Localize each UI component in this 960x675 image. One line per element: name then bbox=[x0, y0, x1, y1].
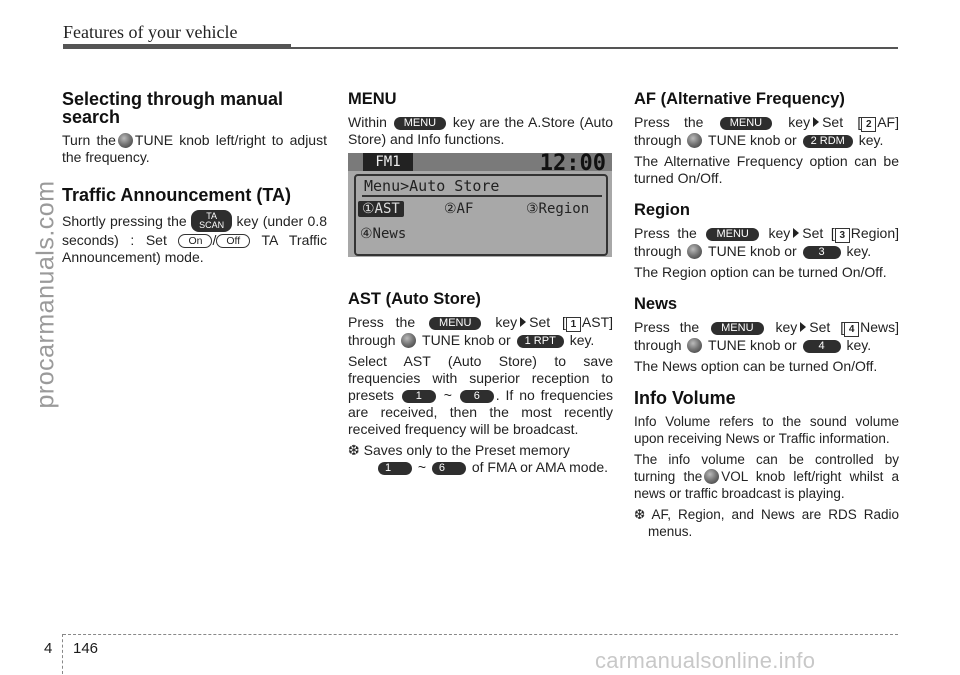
ast-instruction: Press the MENU key Set [ 1 AST] through TUNE knob or 1 RPT key. bbox=[348, 314, 614, 348]
section-title-af: AF (Alternative Frequency) bbox=[634, 90, 845, 108]
ta-scan-key-icon: TA SCAN bbox=[191, 210, 232, 232]
lcd-menu-path: Menu>Auto Store bbox=[364, 177, 500, 195]
off-key-icon: Off bbox=[216, 234, 250, 248]
page-number: 146 bbox=[73, 640, 99, 657]
lcd-item-ast: ①AST bbox=[358, 201, 404, 217]
lcd-clock: 12:00 bbox=[539, 151, 606, 176]
tune-knob-icon bbox=[118, 133, 133, 148]
menu-key-icon: MENU bbox=[429, 317, 481, 330]
key-3-icon: 3 bbox=[803, 246, 841, 259]
info-note: ❆ AF, Region, and News are RDS Radio menus. bbox=[634, 507, 899, 539]
ast-description: Select AST (Auto Store) to save frequencies with superior reception to presets 1 ~ 6 . If no frequencies are received, then the most recently received frequency will be broadcast. bbox=[348, 353, 614, 437]
header-rule-thick bbox=[63, 44, 291, 49]
ta-text: Shortly pressing the TA SCAN key (under 0.8 seconds) : Set On / Off TA Traffic Announcement) mode. bbox=[62, 211, 328, 265]
arrow-right-icon bbox=[520, 317, 526, 327]
column-2 bbox=[348, 90, 613, 152]
preset-1-key-icon: 1 bbox=[378, 462, 412, 475]
column-2-lower bbox=[348, 290, 613, 480]
radio-lcd-display bbox=[348, 153, 612, 257]
af-instruction: Press the MENU key Set [ 2 AF] through TUNE knob or 2 RDM key. bbox=[634, 114, 899, 148]
preset-6-key-icon: 6 bbox=[460, 390, 494, 403]
arrow-right-icon bbox=[800, 322, 806, 332]
news-instruction: Press the MENU key Set [ 4 News] through TUNE knob or 4 key. bbox=[634, 319, 899, 353]
footer-divider bbox=[62, 634, 63, 674]
preset-6-key-icon: 6 bbox=[432, 462, 466, 475]
key-1-rpt-icon: 1 RPT bbox=[517, 335, 564, 348]
page-header-title: Features of your vehicle bbox=[63, 22, 238, 42]
info-volume-description: Info Volume refers to the sound volume upon receiving News or Traffic information. bbox=[634, 414, 899, 446]
af-description: The Alternative Frequency option can be turned On/Off. bbox=[634, 153, 899, 186]
section-title-news: News bbox=[634, 295, 678, 313]
tune-knob-icon bbox=[687, 133, 702, 148]
region-description: The Region option can be turned On/Off. bbox=[634, 264, 887, 280]
info-volume-control: The info volume can be controlled by turning the VOL knob left/right whilst a news or traffic broadcast is playing. bbox=[634, 452, 900, 501]
footer-watermark: carmanualsonline.info bbox=[595, 648, 816, 673]
lcd-menu-frame bbox=[354, 174, 608, 256]
section-title-manual-search: Selecting through manual search bbox=[62, 89, 284, 127]
lcd-band-label: FM1 bbox=[363, 153, 413, 171]
menu-key-icon: MENU bbox=[706, 228, 758, 241]
tune-knob-icon bbox=[687, 244, 702, 259]
manual-search-text: Turn the TUNE knob left/right to adjust the frequency. bbox=[62, 132, 327, 165]
footer-rule bbox=[63, 634, 898, 635]
section-title-menu: MENU bbox=[348, 90, 397, 108]
column-1 bbox=[62, 90, 327, 270]
menu-text: Within MENU key are the A.Store (Auto Store) and Info functions. bbox=[348, 114, 614, 147]
number-4-icon: 4 bbox=[844, 322, 859, 337]
number-2-icon: 2 bbox=[861, 117, 876, 132]
number-3-icon: 3 bbox=[835, 228, 850, 243]
number-1-icon: 1 bbox=[566, 317, 581, 332]
key-2-rdm-icon: 2 RDM bbox=[803, 135, 853, 148]
menu-key-icon: MENU bbox=[394, 117, 446, 130]
ast-note: ❆ Saves only to the Preset memory 1 ~ 6 of FMA or AMA mode. bbox=[348, 442, 609, 475]
lcd-item-region: ③Region bbox=[526, 201, 590, 217]
side-watermark: procarmanuals.com bbox=[31, 180, 60, 409]
menu-key-icon: MENU bbox=[720, 117, 772, 130]
section-title-ta: Traffic Announcement (TA) bbox=[62, 185, 291, 205]
vol-knob-icon bbox=[704, 469, 719, 484]
column-3 bbox=[634, 90, 899, 544]
on-key-icon: On bbox=[178, 234, 212, 248]
lcd-item-news: ④News bbox=[360, 226, 407, 242]
arrow-right-icon bbox=[793, 228, 799, 238]
news-description: The News option can be turned On/Off. bbox=[634, 358, 878, 374]
lcd-item-af: ②AF bbox=[444, 201, 474, 217]
arrow-right-icon bbox=[813, 117, 819, 127]
lcd-divider bbox=[362, 195, 602, 197]
chapter-number: 4 bbox=[44, 640, 53, 657]
header-rule-thin bbox=[291, 47, 898, 49]
section-title-ast: AST (Auto Store) bbox=[348, 290, 481, 308]
menu-key-icon: MENU bbox=[711, 322, 763, 335]
section-title-info-volume: Info Volume bbox=[634, 388, 736, 408]
tune-knob-icon bbox=[687, 338, 702, 353]
preset-1-key-icon: 1 bbox=[402, 390, 436, 403]
region-instruction: Press the MENU key Set [ 3 Region] through TUNE knob or 3 key. bbox=[634, 225, 900, 259]
key-4-icon: 4 bbox=[803, 340, 841, 353]
tune-knob-icon bbox=[401, 333, 416, 348]
section-title-region: Region bbox=[634, 201, 690, 219]
